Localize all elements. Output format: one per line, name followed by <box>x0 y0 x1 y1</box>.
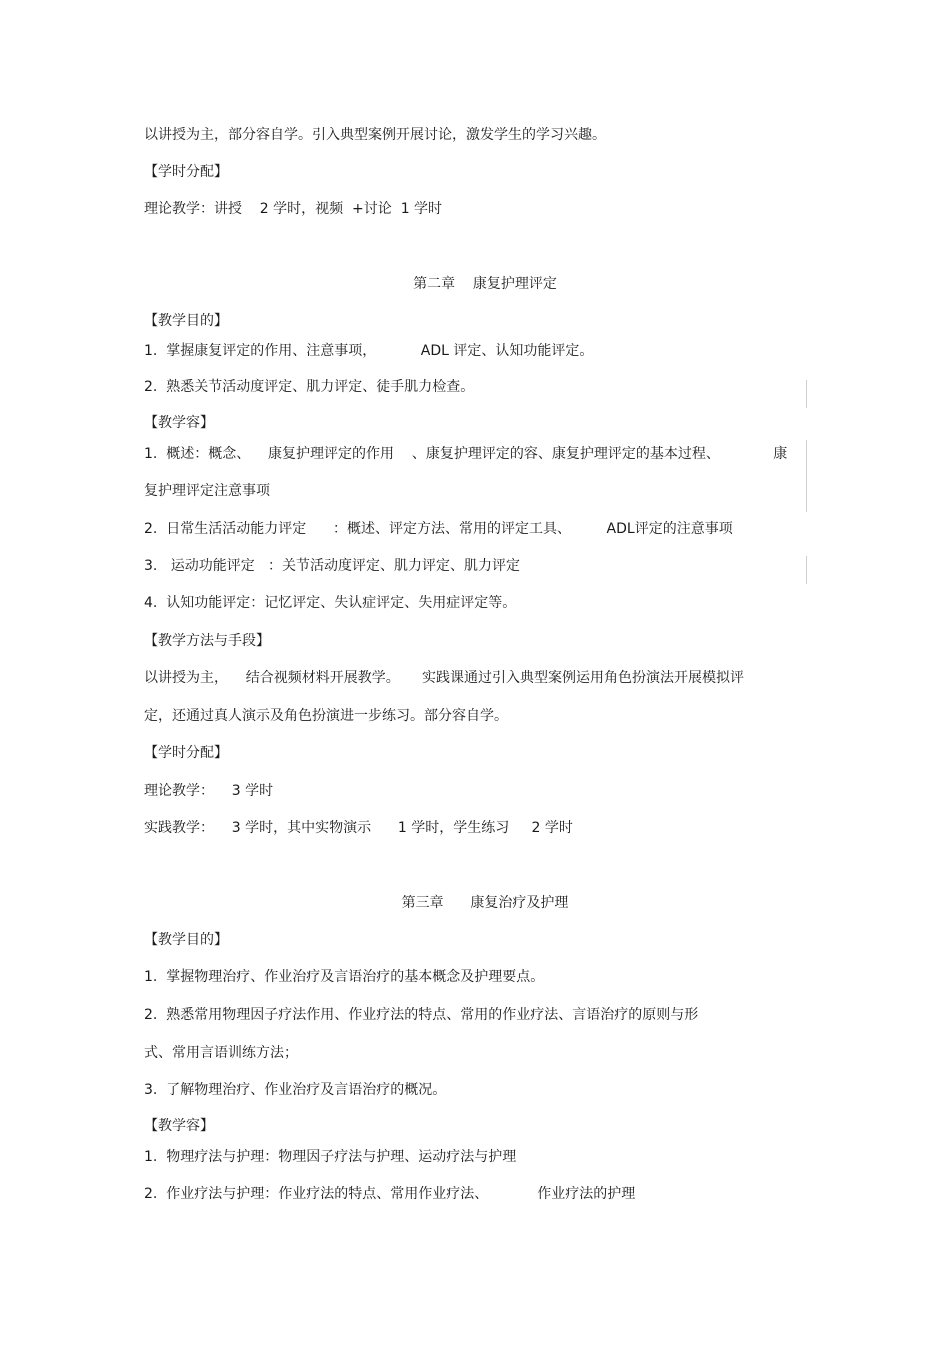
margin-rule <box>806 380 807 408</box>
chapter2-methods-2: 定，还通过真人演示及角色扮演进一步练习。部分容自学。 <box>144 708 508 724</box>
chapter2-content-2: 2. 日常生活活动能力评定 ：概述、评定方法、常用的评定工具、 ADL评定的注意事项 <box>144 521 733 537</box>
chapter2-content-heading: 【教学容】 <box>144 415 214 431</box>
margin-rule <box>806 556 807 584</box>
chapter3-goal-3: 3. 了解物理治疗、作业治疗及言语治疗的概况。 <box>144 1082 447 1098</box>
intro-method-text: 以讲授为主，部分容自学。引入典型案例开展讨论，激发学生的学习兴趣。 <box>144 127 606 143</box>
margin-rule <box>806 440 807 512</box>
chapter2-hours-theory: 理论教学： 3 学时 <box>144 783 274 799</box>
chapter2-methods-1: 以讲授为主， 结合视频材料开展教学。 实践课通过引入典型案例运用角色扮演法开展模拟评 <box>144 670 745 686</box>
chapter3-goals-heading: 【教学目的】 <box>144 932 228 948</box>
chapter2-hours-practice: 实践教学： 3 学时，其中实物演示 1 学时，学生练习 2 学时 <box>144 820 573 836</box>
chapter2-content-3: 3. 运动功能评定 ：关节活动度评定、肌力评定、肌力评定 <box>144 558 521 574</box>
chapter2-methods-heading: 【教学方法与手段】 <box>144 633 270 649</box>
chapter3-content-2: 2. 作业疗法与护理：作业疗法的特点、常用作业疗法、 作业疗法的护理 <box>144 1186 636 1202</box>
chapter3-content-heading: 【教学容】 <box>144 1118 214 1134</box>
chapter2-content-1b: 复护理评定注意事项 <box>144 483 270 499</box>
chapter3-goal-1: 1. 掌握物理治疗、作业治疗及言语治疗的基本概念及护理要点。 <box>144 969 545 985</box>
chapter3-content-1: 1. 物理疗法与护理：物理因子疗法与护理、运动疗法与护理 <box>144 1149 517 1165</box>
chapter2-content-1a: 1. 概述：概念、 康复护理评定的作用 、康复护理评定的容、康复护理评定的基本过程、 康 <box>144 446 788 462</box>
chapter2-content-4: 4. 认知功能评定：记忆评定、失认症评定、失用症评定等。 <box>144 595 517 611</box>
intro-hours-line: 理论教学：讲授 2 学时，视频 +讨论 1 学时 <box>144 201 443 217</box>
chapter2-title: 第二章 康复护理评定 <box>413 276 557 292</box>
chapter3-goal-2a: 2. 熟悉常用物理因子疗法作用、作业疗法的特点、常用的作业疗法、言语治疗的原则与形 <box>144 1007 699 1023</box>
intro-hours-heading: 【学时分配】 <box>144 164 228 180</box>
chapter3-goal-2b: 式、常用言语训练方法； <box>144 1045 298 1061</box>
chapter3-title: 第三章 康复治疗及护理 <box>401 895 569 911</box>
chapter2-hours-heading: 【学时分配】 <box>144 745 228 761</box>
chapter2-goal-1: 1. 掌握康复评定的作用、注意事项， ADL 评定、认知功能评定。 <box>144 343 594 359</box>
chapter2-goals-heading: 【教学目的】 <box>144 313 228 329</box>
chapter2-goal-2: 2. 熟悉关节活动度评定、肌力评定、徒手肌力检查。 <box>144 379 475 395</box>
